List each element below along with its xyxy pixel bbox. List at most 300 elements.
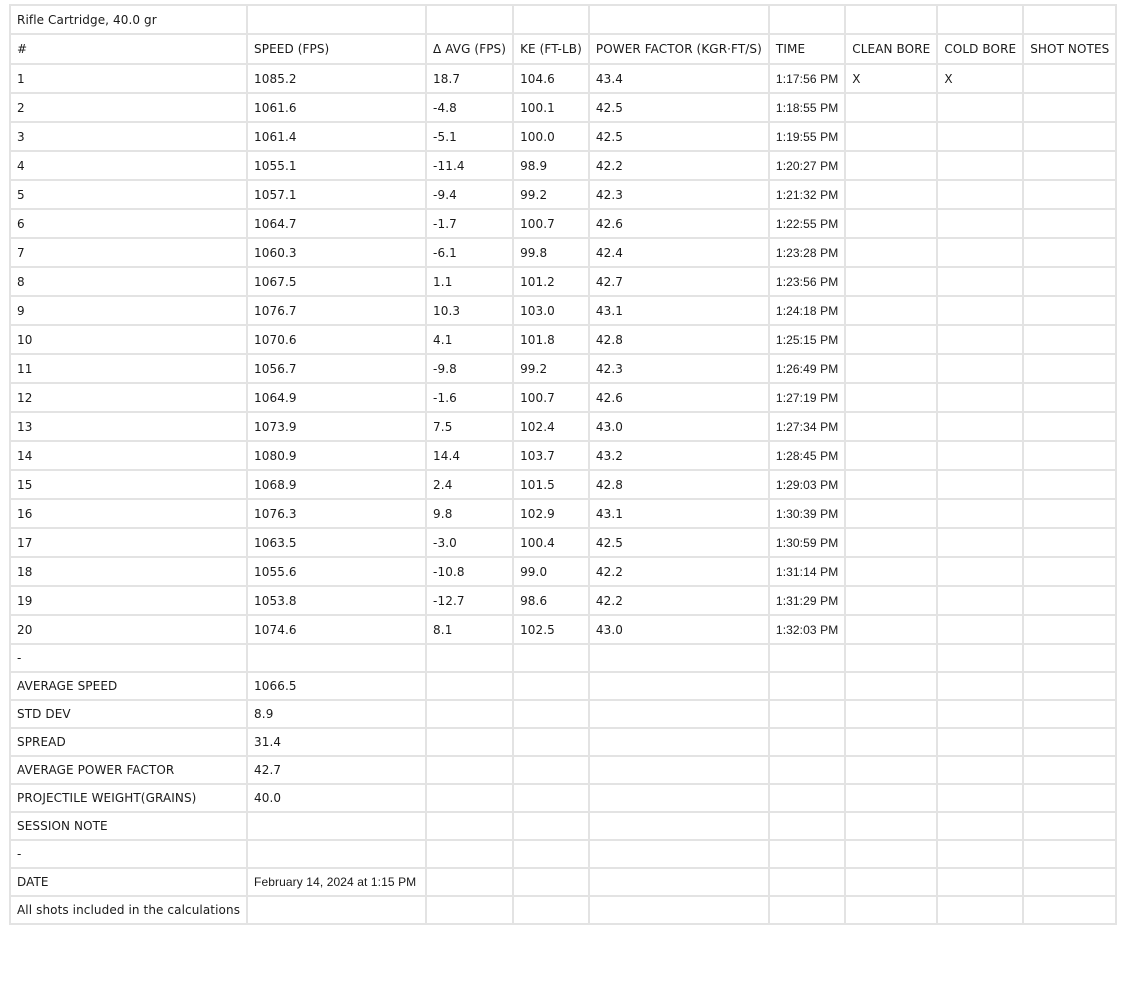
shot-number: 15 (10, 470, 247, 499)
shot-number: 13 (10, 412, 247, 441)
shot-time: 1:20:27 PM (769, 151, 845, 180)
shot-number: 8 (10, 267, 247, 296)
empty-cell (845, 812, 937, 840)
shot-number: 14 (10, 441, 247, 470)
empty-cell (589, 812, 769, 840)
summary-value: February 14, 2024 at 1:15 PM (247, 868, 426, 896)
summary-label: DATE (10, 868, 247, 896)
header-power-factor: POWER FACTOR (KGR⋅FT/S) (589, 34, 769, 64)
shot-cold-bore (937, 325, 1023, 354)
shot-cold-bore (937, 296, 1023, 325)
empty-cell (513, 784, 589, 812)
shot-delta-avg: 4.1 (426, 325, 513, 354)
shot-time: 1:26:49 PM (769, 354, 845, 383)
empty-cell (845, 840, 937, 868)
header-clean-bore: CLEAN BORE (845, 34, 937, 64)
empty-cell (1023, 728, 1116, 756)
shot-time: 1:31:14 PM (769, 557, 845, 586)
summary-label: SESSION NOTE (10, 812, 247, 840)
shot-delta-avg: -1.7 (426, 209, 513, 238)
table-row (10, 354, 1116, 383)
shot-time: 1:30:39 PM (769, 499, 845, 528)
shot-time: 1:28:45 PM (769, 441, 845, 470)
summary-label: STD DEV (10, 700, 247, 728)
empty-cell (513, 896, 589, 924)
shot-cold-bore (937, 122, 1023, 151)
shot-clean-bore: X (845, 64, 937, 93)
header-cold-bore: COLD BORE (937, 34, 1023, 64)
shot-power-factor: 42.5 (589, 528, 769, 557)
shot-speed: 1085.2 (247, 64, 426, 93)
empty-cell (1023, 896, 1116, 924)
shot-power-factor: 43.4 (589, 64, 769, 93)
empty-cell (1023, 700, 1116, 728)
shot-clean-bore (845, 151, 937, 180)
shot-cold-bore (937, 441, 1023, 470)
shot-kinetic-energy: 101.8 (513, 325, 589, 354)
shot-kinetic-energy: 102.4 (513, 412, 589, 441)
summary-value: 8.9 (247, 700, 426, 728)
shot-time: 1:21:32 PM (769, 180, 845, 209)
empty-cell (589, 672, 769, 700)
shot-clean-bore (845, 296, 937, 325)
table-title: Rifle Cartridge, 40.0 gr (10, 5, 247, 34)
shot-cold-bore (937, 528, 1023, 557)
empty-cell (937, 644, 1023, 672)
shot-delta-avg: -10.8 (426, 557, 513, 586)
shot-cold-bore (937, 354, 1023, 383)
shot-clean-bore (845, 238, 937, 267)
shot-number: 3 (10, 122, 247, 151)
empty-cell (845, 644, 937, 672)
shot-delta-avg: 10.3 (426, 296, 513, 325)
table-row (10, 64, 1116, 93)
summary-label: - (10, 644, 247, 672)
table-body (10, 5, 1116, 924)
summary-label: - (10, 840, 247, 868)
shot-notes (1023, 180, 1116, 209)
shot-speed: 1055.1 (247, 151, 426, 180)
table-row (10, 209, 1116, 238)
empty-cell (937, 728, 1023, 756)
shot-notes (1023, 296, 1116, 325)
shot-speed: 1064.9 (247, 383, 426, 412)
shot-speed: 1060.3 (247, 238, 426, 267)
shot-clean-bore (845, 209, 937, 238)
empty-cell (513, 756, 589, 784)
table-row (10, 151, 1116, 180)
shot-delta-avg: -1.6 (426, 383, 513, 412)
summary-row (10, 756, 1116, 784)
table-row (10, 180, 1116, 209)
header-shot-notes: SHOT NOTES (1023, 34, 1116, 64)
shot-speed: 1053.8 (247, 586, 426, 615)
shot-kinetic-energy: 103.0 (513, 296, 589, 325)
shot-cold-bore (937, 267, 1023, 296)
table-row (10, 528, 1116, 557)
header-speed: SPEED (FPS) (247, 34, 426, 64)
summary-row (10, 672, 1116, 700)
empty-cell (589, 756, 769, 784)
shot-number: 20 (10, 615, 247, 644)
summary-label: AVERAGE SPEED (10, 672, 247, 700)
shot-kinetic-energy: 100.7 (513, 383, 589, 412)
shot-notes (1023, 528, 1116, 557)
shot-cold-bore (937, 615, 1023, 644)
empty-cell (769, 868, 845, 896)
table-row (10, 325, 1116, 354)
shot-kinetic-energy: 99.0 (513, 557, 589, 586)
empty-cell (769, 700, 845, 728)
empty-cell (513, 868, 589, 896)
shot-delta-avg: 9.8 (426, 499, 513, 528)
shot-clean-bore (845, 557, 937, 586)
shot-notes (1023, 586, 1116, 615)
summary-value (247, 644, 426, 672)
empty-cell (937, 868, 1023, 896)
shot-notes (1023, 499, 1116, 528)
header-shot-number: # (10, 34, 247, 64)
shot-speed: 1061.6 (247, 93, 426, 122)
empty-cell (937, 840, 1023, 868)
summary-row (10, 840, 1116, 868)
shot-number: 4 (10, 151, 247, 180)
shot-cold-bore (937, 238, 1023, 267)
shot-power-factor: 43.0 (589, 412, 769, 441)
shot-delta-avg: -12.7 (426, 586, 513, 615)
shot-time: 1:23:56 PM (769, 267, 845, 296)
empty-cell (426, 672, 513, 700)
shot-cold-bore (937, 499, 1023, 528)
empty-cell (845, 728, 937, 756)
shot-time: 1:24:18 PM (769, 296, 845, 325)
shot-time: 1:19:55 PM (769, 122, 845, 151)
shot-data-table (9, 4, 1117, 925)
empty-cell (937, 756, 1023, 784)
shot-time: 1:27:19 PM (769, 383, 845, 412)
empty-cell (426, 868, 513, 896)
table-row (10, 557, 1116, 586)
shot-delta-avg: -5.1 (426, 122, 513, 151)
table-row (10, 122, 1116, 151)
empty-cell (845, 896, 937, 924)
shot-power-factor: 42.3 (589, 180, 769, 209)
shot-power-factor: 42.5 (589, 122, 769, 151)
empty-cell (1023, 644, 1116, 672)
table-row (10, 441, 1116, 470)
empty-cell (937, 784, 1023, 812)
summary-row (10, 896, 1116, 924)
shot-notes (1023, 441, 1116, 470)
empty-cell (937, 812, 1023, 840)
shot-time: 1:22:55 PM (769, 209, 845, 238)
shot-cold-bore (937, 470, 1023, 499)
empty-cell (769, 812, 845, 840)
empty-cell (589, 840, 769, 868)
shot-delta-avg: -6.1 (426, 238, 513, 267)
empty-cell (513, 644, 589, 672)
shot-notes (1023, 325, 1116, 354)
shot-delta-avg: -11.4 (426, 151, 513, 180)
empty-cell (426, 644, 513, 672)
shot-clean-bore (845, 528, 937, 557)
shot-cold-bore (937, 383, 1023, 412)
shot-speed: 1067.5 (247, 267, 426, 296)
shot-speed: 1056.7 (247, 354, 426, 383)
summary-value: 1066.5 (247, 672, 426, 700)
shot-delta-avg: 7.5 (426, 412, 513, 441)
table-row (10, 615, 1116, 644)
empty-cell (589, 700, 769, 728)
empty-cell (1023, 812, 1116, 840)
shot-time: 1:31:29 PM (769, 586, 845, 615)
shot-speed: 1064.7 (247, 209, 426, 238)
header-row (10, 34, 1116, 64)
shot-kinetic-energy: 104.6 (513, 64, 589, 93)
empty-cell (426, 812, 513, 840)
shot-kinetic-energy: 103.7 (513, 441, 589, 470)
shot-clean-bore (845, 325, 937, 354)
shot-clean-bore (845, 122, 937, 151)
shot-speed: 1070.6 (247, 325, 426, 354)
shot-kinetic-energy: 99.2 (513, 354, 589, 383)
summary-row (10, 784, 1116, 812)
shot-number: 12 (10, 383, 247, 412)
empty-cell (769, 896, 845, 924)
empty-cell (426, 728, 513, 756)
shot-kinetic-energy: 99.8 (513, 238, 589, 267)
header-time: TIME (769, 34, 845, 64)
shot-number: 10 (10, 325, 247, 354)
shot-clean-bore (845, 412, 937, 441)
shot-number: 1 (10, 64, 247, 93)
shot-kinetic-energy: 100.7 (513, 209, 589, 238)
shot-kinetic-energy: 98.9 (513, 151, 589, 180)
shot-power-factor: 42.2 (589, 557, 769, 586)
empty-cell (845, 672, 937, 700)
shot-kinetic-energy: 102.5 (513, 615, 589, 644)
shot-clean-bore (845, 499, 937, 528)
shot-number: 2 (10, 93, 247, 122)
empty-cell (845, 784, 937, 812)
summary-value: 40.0 (247, 784, 426, 812)
shot-clean-bore (845, 615, 937, 644)
empty-cell (845, 756, 937, 784)
summary-row (10, 728, 1116, 756)
shot-time: 1:25:15 PM (769, 325, 845, 354)
summary-label: All shots included in the calculations (10, 896, 247, 924)
title-row (10, 5, 1116, 34)
shot-kinetic-energy: 99.2 (513, 180, 589, 209)
empty-cell (426, 896, 513, 924)
empty-cell (426, 784, 513, 812)
shot-cold-bore (937, 93, 1023, 122)
table-row (10, 499, 1116, 528)
empty-cell (845, 700, 937, 728)
summary-value (247, 896, 426, 924)
empty-cell (426, 756, 513, 784)
shot-power-factor: 42.2 (589, 151, 769, 180)
shot-speed: 1076.3 (247, 499, 426, 528)
empty-cell (769, 756, 845, 784)
table-row (10, 470, 1116, 499)
summary-label: PROJECTILE WEIGHT(GRAINS) (10, 784, 247, 812)
shot-notes (1023, 354, 1116, 383)
shot-power-factor: 42.6 (589, 383, 769, 412)
shot-speed: 1057.1 (247, 180, 426, 209)
shot-clean-bore (845, 586, 937, 615)
shot-delta-avg: -3.0 (426, 528, 513, 557)
shot-number: 19 (10, 586, 247, 615)
empty-cell (937, 672, 1023, 700)
shot-number: 9 (10, 296, 247, 325)
shot-cold-bore (937, 412, 1023, 441)
shot-notes (1023, 470, 1116, 499)
shot-clean-bore (845, 267, 937, 296)
shot-power-factor: 43.2 (589, 441, 769, 470)
empty-cell (937, 700, 1023, 728)
shot-speed: 1055.6 (247, 557, 426, 586)
empty-cell (513, 672, 589, 700)
shot-notes (1023, 615, 1116, 644)
shot-cold-bore (937, 557, 1023, 586)
shot-number: 17 (10, 528, 247, 557)
shot-kinetic-energy: 100.4 (513, 528, 589, 557)
summary-row (10, 868, 1116, 896)
table-row (10, 267, 1116, 296)
shot-speed: 1080.9 (247, 441, 426, 470)
shot-number: 7 (10, 238, 247, 267)
summary-value: 31.4 (247, 728, 426, 756)
summary-label: AVERAGE POWER FACTOR (10, 756, 247, 784)
shot-speed: 1063.5 (247, 528, 426, 557)
empty-cell (513, 728, 589, 756)
shot-power-factor: 42.6 (589, 209, 769, 238)
shot-notes (1023, 412, 1116, 441)
shot-power-factor: 42.8 (589, 325, 769, 354)
table-row (10, 586, 1116, 615)
empty-cell (513, 812, 589, 840)
shot-clean-bore (845, 441, 937, 470)
empty-cell (1023, 784, 1116, 812)
summary-row (10, 812, 1116, 840)
empty-cell (769, 672, 845, 700)
table-row (10, 93, 1116, 122)
shot-notes (1023, 122, 1116, 151)
empty-cell (937, 896, 1023, 924)
shot-notes (1023, 267, 1116, 296)
shot-power-factor: 42.2 (589, 586, 769, 615)
empty-cell (769, 840, 845, 868)
shot-notes (1023, 383, 1116, 412)
shot-number: 6 (10, 209, 247, 238)
empty-cell (589, 644, 769, 672)
shot-time: 1:23:28 PM (769, 238, 845, 267)
shot-kinetic-energy: 101.2 (513, 267, 589, 296)
shot-power-factor: 42.5 (589, 93, 769, 122)
shot-power-factor: 42.8 (589, 470, 769, 499)
shot-time: 1:32:03 PM (769, 615, 845, 644)
empty-cell (769, 644, 845, 672)
shot-clean-bore (845, 180, 937, 209)
shot-number: 5 (10, 180, 247, 209)
empty-cell (1023, 756, 1116, 784)
shot-number: 16 (10, 499, 247, 528)
shot-power-factor: 43.1 (589, 296, 769, 325)
shot-cold-bore (937, 209, 1023, 238)
header-delta-avg: Δ AVG (FPS) (426, 34, 513, 64)
shot-delta-avg: 14.4 (426, 441, 513, 470)
empty-cell (589, 868, 769, 896)
empty-cell (1023, 840, 1116, 868)
empty-cell (513, 840, 589, 868)
shot-speed: 1076.7 (247, 296, 426, 325)
shot-clean-bore (845, 354, 937, 383)
shot-power-factor: 42.3 (589, 354, 769, 383)
shot-notes (1023, 238, 1116, 267)
summary-value (247, 840, 426, 868)
shot-time: 1:17:56 PM (769, 64, 845, 93)
shot-kinetic-energy: 100.0 (513, 122, 589, 151)
table-row (10, 296, 1116, 325)
shot-number: 18 (10, 557, 247, 586)
header-kinetic-energy: KE (FT-LB) (513, 34, 589, 64)
shot-kinetic-energy: 100.1 (513, 93, 589, 122)
shot-notes (1023, 93, 1116, 122)
shot-notes (1023, 64, 1116, 93)
summary-value (247, 812, 426, 840)
shot-delta-avg: -9.8 (426, 354, 513, 383)
shot-cold-bore: X (937, 64, 1023, 93)
empty-cell (769, 728, 845, 756)
shot-cold-bore (937, 151, 1023, 180)
table-row (10, 238, 1116, 267)
shot-kinetic-energy: 101.5 (513, 470, 589, 499)
shot-time: 1:30:59 PM (769, 528, 845, 557)
shot-time: 1:18:55 PM (769, 93, 845, 122)
shot-power-factor: 42.4 (589, 238, 769, 267)
empty-cell (426, 840, 513, 868)
shot-clean-bore (845, 93, 937, 122)
shot-power-factor: 43.1 (589, 499, 769, 528)
summary-row (10, 700, 1116, 728)
empty-cell (589, 896, 769, 924)
shot-kinetic-energy: 102.9 (513, 499, 589, 528)
shot-delta-avg: 2.4 (426, 470, 513, 499)
empty-cell (589, 784, 769, 812)
shot-delta-avg: -9.4 (426, 180, 513, 209)
shot-delta-avg: 1.1 (426, 267, 513, 296)
shot-kinetic-energy: 98.6 (513, 586, 589, 615)
empty-cell (769, 784, 845, 812)
shot-speed: 1074.6 (247, 615, 426, 644)
shot-cold-bore (937, 180, 1023, 209)
shot-time: 1:29:03 PM (769, 470, 845, 499)
summary-row (10, 644, 1116, 672)
shot-notes (1023, 557, 1116, 586)
empty-cell (1023, 868, 1116, 896)
shot-power-factor: 43.0 (589, 615, 769, 644)
empty-cell (513, 700, 589, 728)
empty-cell (845, 868, 937, 896)
shot-speed: 1073.9 (247, 412, 426, 441)
shot-notes (1023, 151, 1116, 180)
shot-delta-avg: -4.8 (426, 93, 513, 122)
shot-clean-bore (845, 383, 937, 412)
shot-number: 11 (10, 354, 247, 383)
summary-value: 42.7 (247, 756, 426, 784)
shot-notes (1023, 209, 1116, 238)
